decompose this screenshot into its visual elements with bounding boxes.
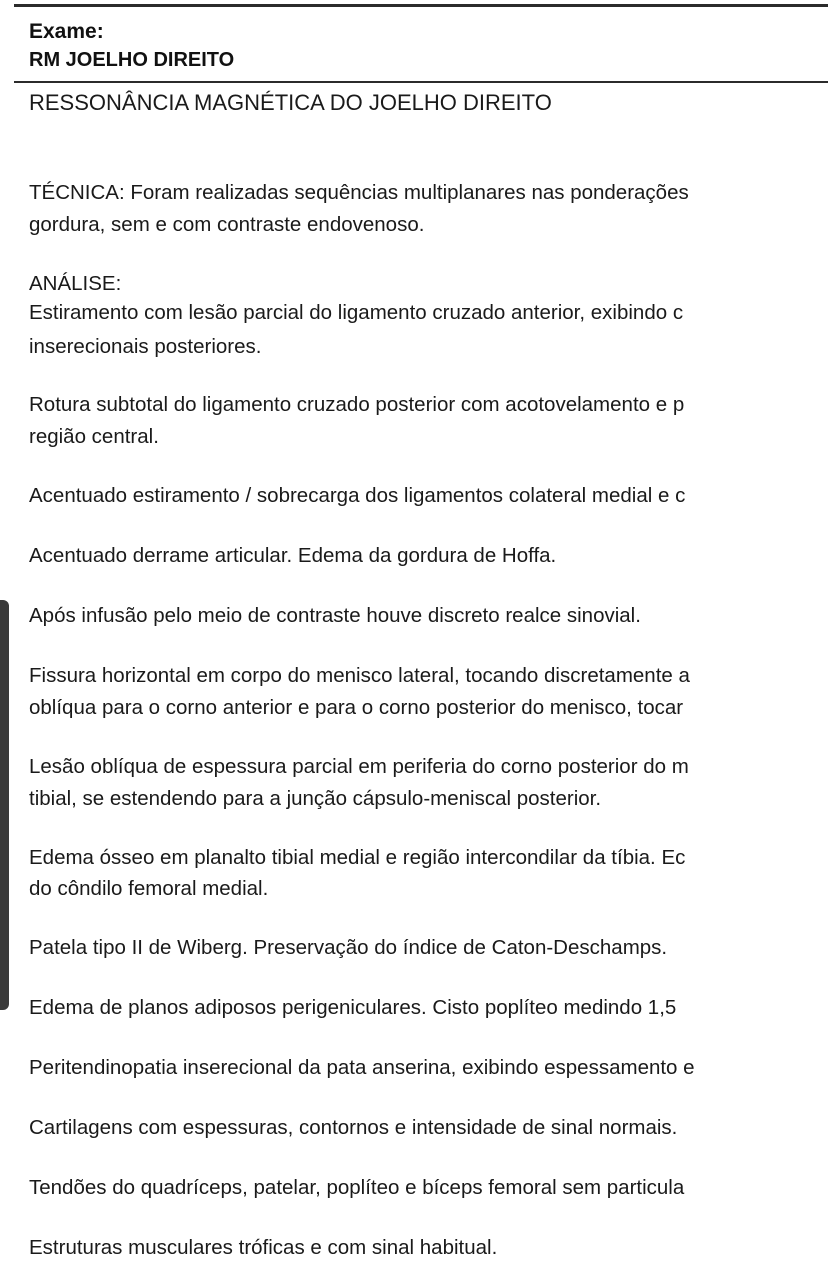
- bone-edema-line-2: do côndilo femoral medial.: [29, 877, 269, 900]
- top-divider: [14, 4, 828, 7]
- muscles-line: Estruturas musculares tróficas e com sinal habitual.: [29, 1236, 498, 1259]
- technique-line-1: TÉCNICA: Foram realizadas sequências multiplanares nas ponderações: [29, 181, 689, 204]
- exam-label: Exame:: [29, 20, 104, 43]
- contrast-line: Após infusão pelo meio de contraste houve discreto realce sinovial.: [29, 604, 641, 627]
- medial-meniscus-line-1: Lesão oblíqua de espessura parcial em periferia do corno posterior do m: [29, 755, 689, 778]
- technique-line-2: gordura, sem e com contraste endovenoso.: [29, 213, 425, 236]
- acl-line-2: inserecionais posteriores.: [29, 335, 262, 358]
- scroll-handle[interactable]: [0, 600, 9, 1010]
- collateral-line: Acentuado estiramento / sobrecarga dos ligamentos colateral medial e c: [29, 484, 686, 507]
- pes-anserine-line: Peritendinopatia inserecional da pata anserina, exibindo espessamento e: [29, 1056, 695, 1079]
- lateral-meniscus-line-1: Fissura horizontal em corpo do menisco lateral, tocando discretamente a: [29, 664, 690, 687]
- lateral-meniscus-line-2: oblíqua para o corno anterior e para o corno posterior do menisco, tocar: [29, 696, 684, 719]
- popliteal-cyst-line: Edema de planos adiposos perigeniculares. Cisto poplíteo medindo 1,5: [29, 996, 677, 1019]
- cartilage-line: Cartilagens com espessuras, contornos e intensidade de sinal normais.: [29, 1116, 678, 1139]
- pcl-line-2: região central.: [29, 425, 159, 448]
- bone-edema-line-1: Edema ósseo em planalto tibial medial e região intercondilar da tíbia. Ec: [29, 846, 686, 869]
- pcl-line-1: Rotura subtotal do ligamento cruzado posterior com acotovelamento e p: [29, 393, 685, 416]
- effusion-line: Acentuado derrame articular. Edema da gordura de Hoffa.: [29, 544, 557, 567]
- tendons-line: Tendões do quadríceps, patelar, poplíteo e bíceps femoral sem particula: [29, 1176, 685, 1199]
- patella-line: Patela tipo II de Wiberg. Preservação do índice de Caton-Deschamps.: [29, 936, 668, 959]
- medial-meniscus-line-2: tibial, se estendendo para a junção cápsulo-meniscal posterior.: [29, 787, 602, 810]
- exam-name: RM JOELHO DIREITO: [29, 49, 235, 71]
- report-title: RESSONÂNCIA MAGNÉTICA DO JOELHO DIREITO: [29, 90, 552, 115]
- acl-line-1: Estiramento com lesão parcial do ligamento cruzado anterior, exibindo c: [29, 301, 684, 324]
- analysis-heading: ANÁLISE:: [29, 272, 122, 295]
- header-divider: [14, 81, 828, 83]
